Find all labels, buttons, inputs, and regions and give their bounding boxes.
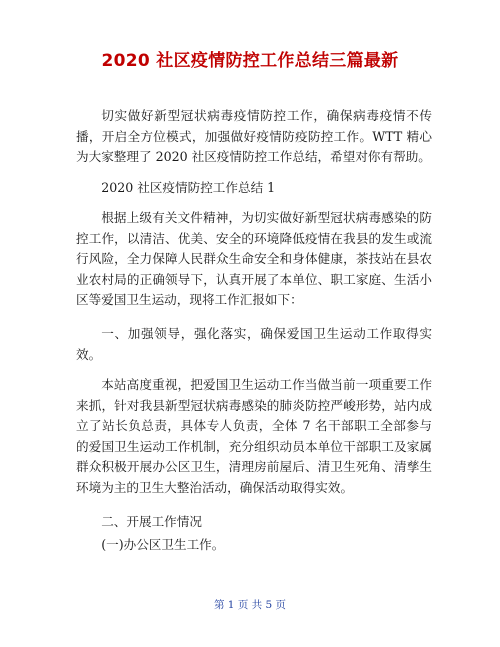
body-paragraph: 本站高度重视，把爱国卫生运动工作当做当前一项重要工作来抓，针对我县新型冠状病毒感染的肺炎防控严峻形势，站内成立了站长负总责，具体专人负责，全体 7 名干部职工全部参与的爱国卫生运动工作机制，充分组织动员本单位干部职工及家属群众积极开展办公区卫生，清理房前屋后、清卫生死角、清孳生环境为主的卫生大整治活动，确保活动取得实效。 (76, 377, 432, 495)
section-title: 2020 社区疫情防控工作总结 1 (101, 180, 276, 195)
page-number: 第 1 页 共 5 页 (213, 599, 287, 611)
intro-paragraph: 切实做好新型冠状病毒疫情防控工作，确保病毒疫情不传播，开启全方位模式，加强做好疫情防疫防控工作。WTT 精心为大家整理了 2020 社区疫情防控工作总结，希望对你有帮助。 (76, 108, 432, 164)
section-heading: 一、加强领导，强化落实，确保爱国卫生运动工作取得实效。 (76, 326, 432, 362)
body-paragraph: 根据上级有关文件精神，为切实做好新型冠状病毒感染的防控工作，以清洁、优美、安全的环境降低疫情在我县的发生或流行风险，全力保障人民群众生命安全和身体健康，茶技站在县农业农村局的正确领导下，认真开展了本单位、职工家庭、生活小区等爱国卫生运动，现将工作汇报如下： (76, 210, 432, 307)
section-heading: 二、开展工作情况 (101, 514, 202, 529)
document-title: 2020 社区疫情防控工作总结三篇最新 (101, 51, 399, 71)
subsection-heading: (一)办公区卫生工作。 (101, 537, 225, 552)
